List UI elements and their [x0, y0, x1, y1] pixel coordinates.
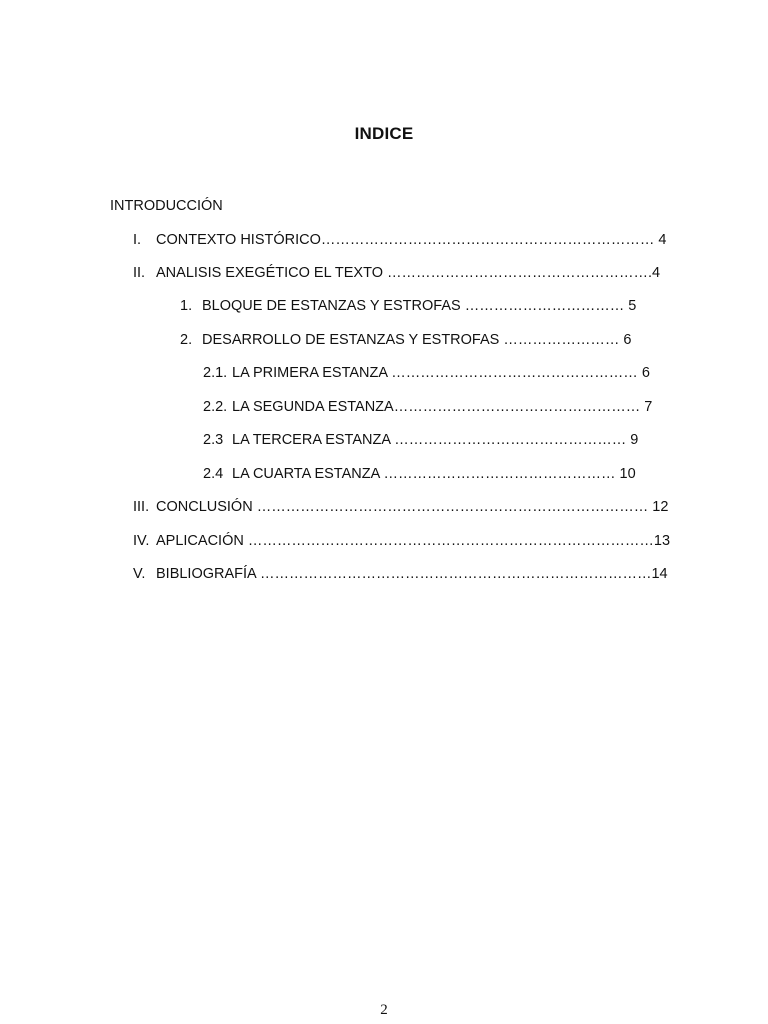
toc-entry-aplicacion	[133, 532, 670, 550]
toc-entry-contexto	[133, 231, 667, 249]
toc-entry-label: CONCLUSIÓN	[156, 499, 253, 515]
toc-entry-leader: ……………………	[503, 332, 620, 348]
toc-entry-label: LA TERCERA ESTANZA	[232, 432, 391, 448]
toc-entry-number: III.	[133, 499, 150, 515]
toc-entry-bloque	[180, 297, 636, 315]
toc-entry-page: 12	[652, 499, 669, 515]
toc-entry-number: V.	[133, 566, 146, 582]
toc-entry-page: 7	[644, 399, 653, 415]
toc-entry-number: I.	[133, 232, 142, 248]
toc-entry-leader: ………………………………………………………………………	[256, 499, 649, 515]
toc-entry-number: 2.4	[203, 466, 224, 482]
toc-entry-primera-estanza	[203, 364, 650, 382]
page-number: 2	[380, 1002, 388, 1018]
toc-entry-page: 14	[651, 566, 668, 582]
toc-entry-analisis	[133, 264, 660, 282]
toc-entry-label: LA SEGUNDA ESTANZA	[232, 399, 394, 415]
toc-entry-label: LA PRIMERA ESTANZA	[232, 365, 388, 381]
toc-intro	[110, 197, 223, 215]
toc-entry-cuarta-estanza	[203, 465, 636, 483]
toc-entry-page: 9	[630, 432, 639, 448]
toc-intro-label: INTRODUCCIÓN	[110, 198, 223, 214]
toc-entry-page: 13	[653, 533, 671, 549]
toc-entry-number: 2.2.	[203, 399, 228, 415]
toc-entry-label: BLOQUE DE ESTANZAS Y ESTROFAS	[202, 298, 461, 314]
toc-entry-leader: ………………………………………………………………………	[259, 566, 652, 582]
toc-entry-leader: …………………………………………………………………………	[247, 533, 654, 549]
toc-entry-leader: ……………………………………………	[391, 365, 638, 381]
toc-entry-page: 4	[658, 232, 667, 248]
toc-entry-number: 2.1.	[203, 365, 228, 381]
toc-entry-desarrollo	[180, 331, 631, 349]
toc-entry-number: 1.	[180, 298, 193, 314]
toc-entry-page: 5	[628, 298, 637, 314]
toc-entry-number: 2.	[180, 332, 193, 348]
toc-entry-page: 10	[619, 466, 636, 482]
toc-entry-page: 4	[652, 265, 661, 281]
toc-entry-label: BIBLIOGRAFÍA	[156, 566, 256, 582]
toc-entry-page: 6	[641, 365, 650, 381]
toc-entry-page: 6	[623, 332, 632, 348]
toc-entry-leader: ……………………………………………	[393, 399, 641, 415]
toc-entry-label: DESARROLLO DE ESTANZAS Y ESTROFAS	[202, 332, 500, 348]
toc-entry-leader: ……………………………………………………………	[320, 232, 655, 248]
toc-entry-label: CONTEXTO HISTÓRICO	[156, 232, 321, 248]
page-title: INDICE	[354, 124, 414, 143]
toc-entry-label: APLICACIÓN	[156, 533, 244, 549]
toc-entry-tercera-estanza	[203, 431, 638, 449]
toc-entry-leader: …………………………………………	[394, 432, 627, 448]
toc-entry-leader: ……………………………	[464, 298, 625, 314]
toc-entry-label: LA CUARTA ESTANZA	[232, 466, 380, 482]
toc-entry-number: 2.3	[203, 432, 224, 448]
toc-entry-number: IV.	[133, 533, 150, 549]
toc-entry-conclusion	[133, 498, 668, 516]
toc-entry-segunda-estanza	[203, 398, 652, 416]
toc-entry-leader: …………………………………………	[383, 466, 616, 482]
toc-entry-number: II.	[133, 265, 146, 281]
toc-entry-label: ANALISIS EXEGÉTICO EL TEXTO	[156, 265, 383, 281]
toc-entry-bibliografia	[133, 565, 668, 583]
toc-entry-leader: ……………………………………………….	[387, 265, 653, 281]
